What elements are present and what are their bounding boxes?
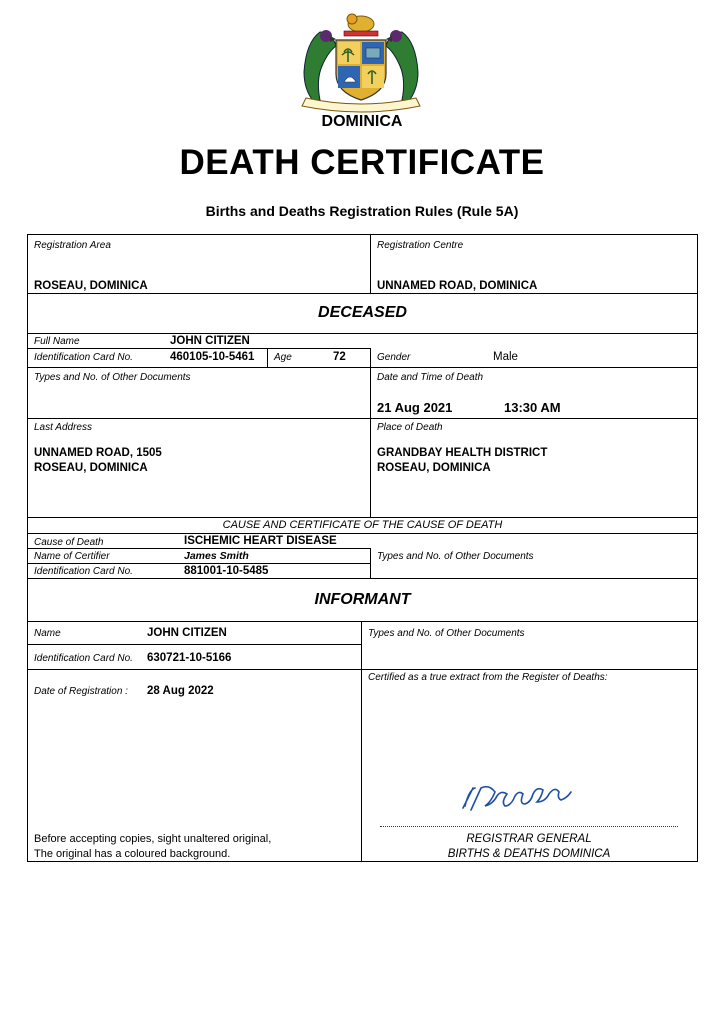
rule	[361, 621, 362, 862]
form-border-top	[27, 234, 698, 235]
cause-heading: CAUSE AND CERTIFICATE OF THE CAUSE OF DEATH	[222, 519, 503, 531]
country-name: DOMINICA	[321, 113, 403, 130]
informant-id-value: 630721-10-5166	[147, 652, 232, 664]
last-address-label: Last Address	[34, 422, 92, 433]
rule	[27, 669, 698, 670]
rule	[27, 293, 698, 294]
certifier-name-value: James Smith	[184, 550, 249, 562]
rule	[27, 517, 698, 518]
full-name-value: JOHN CITIZEN	[170, 335, 250, 347]
certifier-id-value: 881001-10-5485	[184, 565, 269, 577]
signature-dotted-line	[380, 826, 678, 827]
rule	[27, 367, 698, 368]
form-border-right	[697, 234, 698, 862]
place-of-death-label: Place of Death	[377, 422, 443, 433]
certifier-name-label: Name of Certifier	[34, 551, 110, 562]
rule	[27, 548, 370, 549]
registration-centre-value: UNNAMED ROAD, DOMINICA	[377, 280, 538, 292]
registration-area-label: Registration Area	[34, 240, 111, 251]
rule	[27, 418, 698, 419]
informant-name-label: Name	[34, 628, 61, 639]
place-line2: ROSEAU, DOMINICA	[377, 462, 491, 474]
registration-date-label: Date of Registration :	[34, 686, 128, 697]
certifier-id-label: Identification Card No.	[34, 566, 133, 577]
rule	[370, 234, 371, 294]
registration-area-value: ROSEAU, DOMINICA	[34, 280, 148, 292]
date-time-of-death-label: Date and Time of Death	[377, 372, 484, 383]
date-of-death-value: 21 Aug 2021	[377, 400, 453, 415]
registrar-signature	[455, 778, 605, 818]
informant-heading: INFORMANT	[314, 591, 411, 608]
address-line1: UNNAMED ROAD, 1505	[34, 447, 162, 459]
registration-centre-label: Registration Centre	[377, 240, 464, 251]
informant-other-docs-label: Types and No. of Other Documents	[368, 628, 525, 639]
certified-extract-text: Certified as a true extract from the Register of Deaths:	[368, 672, 608, 683]
rule	[370, 548, 371, 578]
time-of-death-value: 13:30 AM	[504, 400, 561, 415]
age-label: Age	[274, 352, 292, 363]
rule	[27, 621, 698, 622]
rule	[370, 348, 371, 517]
deceased-heading: DECEASED	[318, 304, 407, 321]
rule	[27, 644, 361, 645]
rule	[27, 563, 370, 564]
deceased-id-value: 460105-10-5461	[170, 351, 255, 363]
registration-date-value: 28 Aug 2022	[147, 685, 214, 697]
rule	[27, 578, 698, 579]
rule	[27, 533, 698, 534]
registrar-title-line1: REGISTRAR GENERAL	[466, 833, 592, 845]
copy-notice-line2: The original has a coloured background.	[34, 848, 231, 860]
registrar-title-line2: BIRTHS & DEATHS DOMINICA	[447, 848, 611, 860]
deceased-id-label: Identification Card No.	[34, 352, 133, 363]
cause-of-death-label: Cause of Death	[34, 537, 104, 548]
copy-notice-line1: Before accepting copies, sight unaltered original,	[34, 833, 272, 845]
place-line1: GRANDBAY HEALTH DISTRICT	[377, 447, 548, 459]
gender-label: Gender	[377, 352, 411, 363]
document-title: DEATH CERTIFICATE	[179, 143, 545, 182]
coat-of-arms-icon	[292, 10, 430, 114]
rule	[27, 333, 698, 334]
document-subtitle: Births and Deaths Registration Rules (Rule 5A)	[205, 203, 519, 219]
full-name-label: Full Name	[34, 336, 80, 347]
gender-value: Male	[493, 351, 518, 363]
deceased-other-docs-label: Types and No. of Other Documents	[34, 372, 191, 383]
age-value: 72	[333, 351, 346, 363]
informant-name-value: JOHN CITIZEN	[147, 627, 227, 639]
rule	[27, 348, 370, 349]
cause-other-docs-label: Types and No. of Other Documents	[377, 551, 534, 562]
address-line2: ROSEAU, DOMINICA	[34, 462, 148, 474]
cause-of-death-value: ISCHEMIC HEART DISEASE	[184, 535, 337, 547]
rule	[267, 348, 268, 367]
informant-id-label: Identification Card No.	[34, 653, 133, 664]
